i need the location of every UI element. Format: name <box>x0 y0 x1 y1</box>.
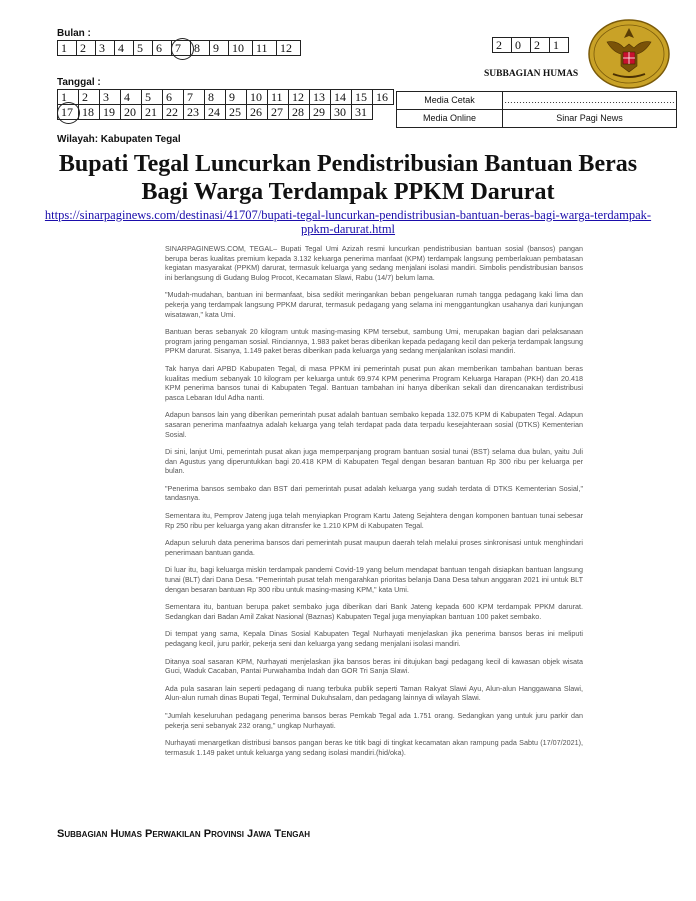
article-paragraph: Sementara itu, Pemprov Jateng juga telah menyiapkan Program Kartu Jateng Sejahtera dengan komponen bantuan tunai sebesar Rp 250 ribu per keluarga yang akan ditransfer ke 1.210 KPM di Kabupaten Tegal. <box>165 511 583 530</box>
grid-cell <box>142 105 163 120</box>
grid-cell-value: 30 <box>334 105 346 119</box>
article-paragraph: Ditanya soal sasaran KPM, Nurhayati menjelaskan jika bansos beras ini ditujukan bagi pedagang kecil di kawasan objek wisata Guci, Waduk Cacaban, Pantai Purwahamba Indah dan GOR Tri Sanja Slawi. <box>165 656 583 676</box>
media-online-value: Sinar Pagi News <box>503 110 677 128</box>
grid-cell <box>100 90 121 105</box>
grid-cell <box>96 41 115 56</box>
grid-cell <box>163 105 184 120</box>
grid-cell <box>77 41 96 56</box>
grid-cell-value: 31 <box>355 105 367 119</box>
grid-cell-value: 5 <box>145 90 151 104</box>
media-cetak-label: Media Cetak <box>397 92 503 110</box>
grid-cell <box>289 90 310 105</box>
bulan-grid <box>57 40 301 56</box>
grid-cell <box>253 41 277 56</box>
grid-cell-value: 26 <box>250 105 262 119</box>
grid-cell <box>512 38 531 53</box>
grid-cell-value: 2 <box>82 90 88 104</box>
media-online-label: Media Online <box>397 110 503 128</box>
grid-cell <box>310 90 331 105</box>
grid-cell-value: 28 <box>292 105 304 119</box>
tanggal-label: Tanggal : <box>57 77 101 88</box>
source-url-line2[interactable]: ppkm-darurat.html <box>300 222 396 236</box>
tanggal-grid <box>57 89 394 120</box>
article-paragraph: Sementara itu, bantuan berupa paket sembako juga diberikan dari Bank Jateng kepada 600 KPM terdampak PPKM darurat. Sedangkan dari Badan Amil Zakat Nasional (Baznas) Kabupaten Tegal juga menyiapkan bantuan 100 paket sembako. <box>165 602 583 621</box>
grid-cell-value: 21 <box>145 105 157 119</box>
grid-cell <box>210 41 229 56</box>
grid-cell-value: 1 <box>553 38 559 52</box>
grid-cell-value: 14 <box>334 90 346 104</box>
headline <box>0 150 696 206</box>
grid-cell-value: 2 <box>496 38 502 52</box>
grid-cell-value: 18 <box>82 105 94 119</box>
headline-line2: Bagi Warga Terdampak PPKM Darurat <box>141 179 555 205</box>
grid-cell-value: 24 <box>208 105 220 119</box>
grid-cell-value: 22 <box>166 105 178 119</box>
grid-cell <box>100 105 121 120</box>
article-paragraph: "Penerima bansos sembako dan BST dari pemerintah pusat adalah keluarga yang sudah terdata di DTKS Kementerian Sosial," tandasnya. <box>165 483 583 503</box>
bulan-label: Bulan : <box>57 28 91 39</box>
garuda-emblem <box>587 18 671 90</box>
article-paragraph: Adapun bansos lain yang diberikan pemerintah pusat adalah bantuan sembako kepada 132.075 KPM di Kabupaten Tegal. Adapun sasaran penerima manfaatnya adalah keluarga yang telah terdapat pada data terpadu kesejahteraan sosial (DTKS) Kementerian Sosial. <box>165 410 583 439</box>
article-paragraph: "Jumlah keseluruhan pedagang penerima bansos beras Pemkab Tegal ada 1.751 orang. Sedangkan yang untuk juru parkir dan pekerja seni sebanyak 232 orang," ungkap Nurhayati. <box>165 710 583 730</box>
grid-cell-value: 27 <box>271 105 283 119</box>
grid-cell <box>247 105 268 120</box>
grid-cell <box>310 105 331 120</box>
grid-cell <box>373 90 394 105</box>
article-paragraph: SINARPAGINEWS.COM, TEGAL– Bupati Tegal Umi Azizah resmi luncurkan pendistribusian bantuan sosial (bansos) pangan berupa beras kualitas premium kepada 3.132 keluarga penerima manfaat (KPM) terdampak langsung pemberlakuan pembatasan kegiatan masyarakat (PPKM) darurat, termasuk keluarga yang sedang menjalani isolasi mandiri. Simbolis pendistribusian bansos ini berlangsung di Gudang Bulog Procot, Kecamatan Slawi, Rabu (14/7) belum lama. <box>165 244 583 282</box>
grid-cell-value: 9 <box>213 41 219 55</box>
grid-cell <box>79 105 100 120</box>
grid-cell <box>142 90 163 105</box>
grid-cell-value: 16 <box>376 90 388 104</box>
grid-cell <box>331 90 352 105</box>
grid-cell-value: 11 <box>271 90 283 104</box>
grid-cell-value: 1 <box>61 41 67 55</box>
grid-cell <box>331 105 352 120</box>
unit-name: SUBBAGIAN HUMAS <box>484 69 579 79</box>
grid-cell-value: 8 <box>208 90 214 104</box>
article-paragraph: Nurhayati menargetkan distribusi bansos pangan beras ke titik bagi di tingkat kecamatan akan rampung pada Sabtu (17/07/2021), termasuk 1.149 paket untuk keluarga yang sedang isolasi mandiri.(hid/oka). <box>165 738 583 757</box>
media-cetak-value: ………………………………………………… <box>503 92 677 110</box>
grid-cell-value: 25 <box>229 105 241 119</box>
grid-cell <box>268 105 289 120</box>
grid-cell <box>268 90 289 105</box>
grid-cell-value: 5 <box>137 41 143 55</box>
grid-cell <box>531 38 550 53</box>
grid-cell <box>184 105 205 120</box>
grid-cell <box>277 41 301 56</box>
grid-cell-value: 2 <box>534 38 540 52</box>
grid-cell-value: 23 <box>187 105 199 119</box>
grid-cell <box>184 90 205 105</box>
headline-line1: Bupati Tegal Luncurkan Pendistribusian Bantuan Beras <box>58 151 638 177</box>
grid-cell-circled <box>172 41 191 56</box>
article-paragraph: Ada pula sasaran lain seperti pedagang di ruang terbuka publik seperti Taman Rakyat Slawi Ayu, Alun-alun Hanggawana Slawi, Alun-alun rumah dinas Bupati Tegal, Terminal Dukuhsalam, dan pedagang lainnya di wilayah Slawi. <box>165 683 583 703</box>
grid-cell-value: 7 <box>175 41 181 55</box>
grid-cell <box>121 90 142 105</box>
footer: Subbagian Humas Perwakilan Provinsi Jawa Tengah <box>57 828 311 840</box>
grid-cell <box>205 105 226 120</box>
article-paragraph: Adapun seluruh data penerima bansos dari pemerintah pusat maupun daerah telah melalui proses sinkronisasi untuk menghindari penerimaan bantuan ganda. <box>165 538 583 557</box>
grid-cell <box>550 38 569 53</box>
grid-cell-value: 6 <box>156 41 162 55</box>
grid-cell-value: 12 <box>292 90 304 104</box>
grid-cell-value: 0 <box>515 38 521 52</box>
grid-cell-value: 17 <box>61 105 73 119</box>
grid-cell-value: 11 <box>256 41 268 55</box>
grid-cell-value: 13 <box>313 90 325 104</box>
grid-cell-value: 12 <box>280 41 292 55</box>
grid-cell-value: 3 <box>99 41 105 55</box>
article-body <box>165 244 583 765</box>
grid-cell-value: 10 <box>232 41 244 55</box>
grid-cell-value: 9 <box>229 90 235 104</box>
grid-cell <box>153 41 172 56</box>
grid-cell-circled <box>58 105 79 120</box>
grid-cell-value: 4 <box>118 41 124 55</box>
source-url-line1[interactable]: https://sinarpaginews.com/destinasi/41707/bupati-tegal-luncurkan-pendistribusian-bantuan-beras-bagi-warga-terdampak- <box>44 208 652 222</box>
grid-cell-value: 20 <box>124 105 136 119</box>
source-url[interactable] <box>30 208 666 236</box>
grid-cell <box>226 105 247 120</box>
grid-cell-value: 3 <box>103 90 109 104</box>
grid-cell-value: 7 <box>187 90 193 104</box>
article-paragraph: Bantuan beras sebanyak 20 kilogram untuk masing-masing KPM tersebut, sambung Umi, merupakan bagian dari pelaksanaan program jaring pengaman sosial. Rinciannya, 1.983 paket beras diberikan kepada pedagang kecil dan pekerja terdampak langsung PPKM darurat. Sisanya, 1.149 paket beras diberikan pada keluarga yang sedang menjalankan isolasi mandiri. <box>165 327 583 356</box>
wilayah: Wilayah: Kabupaten Tegal <box>57 134 181 145</box>
grid-cell <box>289 105 310 120</box>
grid-cell <box>134 41 153 56</box>
grid-cell <box>226 90 247 105</box>
grid-cell-value: 1 <box>61 90 67 104</box>
article-paragraph: Di sini, lanjut Umi, pemerintah pusat akan juga memperpanjang program bantuan sosial tunai (BST) selama dua bulan, yaitu Juli dan Agustus yang diperuntukkan bagi 20.418 KPM di Kabupaten Tegal dengan besaran bantuan Rp 300 ribu per keluarga per bulan. <box>165 447 583 476</box>
article-paragraph: Di tempat yang sama, Kepala Dinas Sosial Kabupaten Tegal Nurhayati menjelaskan jika penerima bansos beras ini meliputi pedagang kecil, juru parkir, pekerja seni dan keluarga yang sedang menjalani isolasi mandiri. <box>165 629 583 648</box>
grid-cell-value: 4 <box>124 90 130 104</box>
grid-cell <box>163 90 184 105</box>
year-grid <box>492 37 569 53</box>
media-table <box>396 91 677 128</box>
article-paragraph: Di luar itu, bagi keluarga miskin terdampak pandemi Covid-19 yang belum mendapat bantuan tengah disiapkan bantuan langsung tunai (BLT) dari Dana Desa. "Pemerintah pusat telah mengarahkan prioritas belanja Dana Desa tahun anggaran 2021 ini untuk BLT dengan besaran bantuan Rp 300 ribu untuk masing-masing KPM," kata Umi. <box>165 565 583 594</box>
grid-cell <box>121 105 142 120</box>
grid-cell-value: 2 <box>80 41 86 55</box>
grid-cell-value: 15 <box>355 90 367 104</box>
grid-cell <box>115 41 134 56</box>
grid-cell <box>352 90 373 105</box>
grid-cell <box>352 105 373 120</box>
grid-cell <box>79 90 100 105</box>
grid-cell <box>205 90 226 105</box>
grid-cell-value: 8 <box>194 41 200 55</box>
article-paragraph: Tak hanya dari APBD Kabupaten Tegal, di masa PPKM ini pemerintah pusat pun akan memberikan tambahan bantuan beras kualitas medium sebanyak 10 kilogram per keluarga untuk 69.974 KPM penerima Program Keluarga Harapan (PKH) dan 20.418 KPM penerima bansos tunai di Kabupaten Tegal. Bantuan tambahan ini hanya diberikan sekali dan direncanakan terdistribusi pasca Lebaran Idul Adha nanti. <box>165 363 583 402</box>
grid-cell <box>229 41 253 56</box>
article-paragraph: "Mudah-mudahan, bantuan ini bermanfaat, bisa sedikit meringankan beban pengeluaran rumah tangga pedagang kaki lima dan pekerja yang terdampak langsung PPKM darurat, termasuk pedagang yang selama ini menggantungkan usahanya dari kunjungan wisatawan," kata Umi. <box>165 290 583 319</box>
grid-cell-value: 10 <box>250 90 262 104</box>
grid-cell <box>247 90 268 105</box>
grid-cell-value: 6 <box>166 90 172 104</box>
grid-cell-value: 19 <box>103 105 115 119</box>
grid-cell <box>58 41 77 56</box>
grid-cell <box>493 38 512 53</box>
grid-cell-value: 29 <box>313 105 325 119</box>
